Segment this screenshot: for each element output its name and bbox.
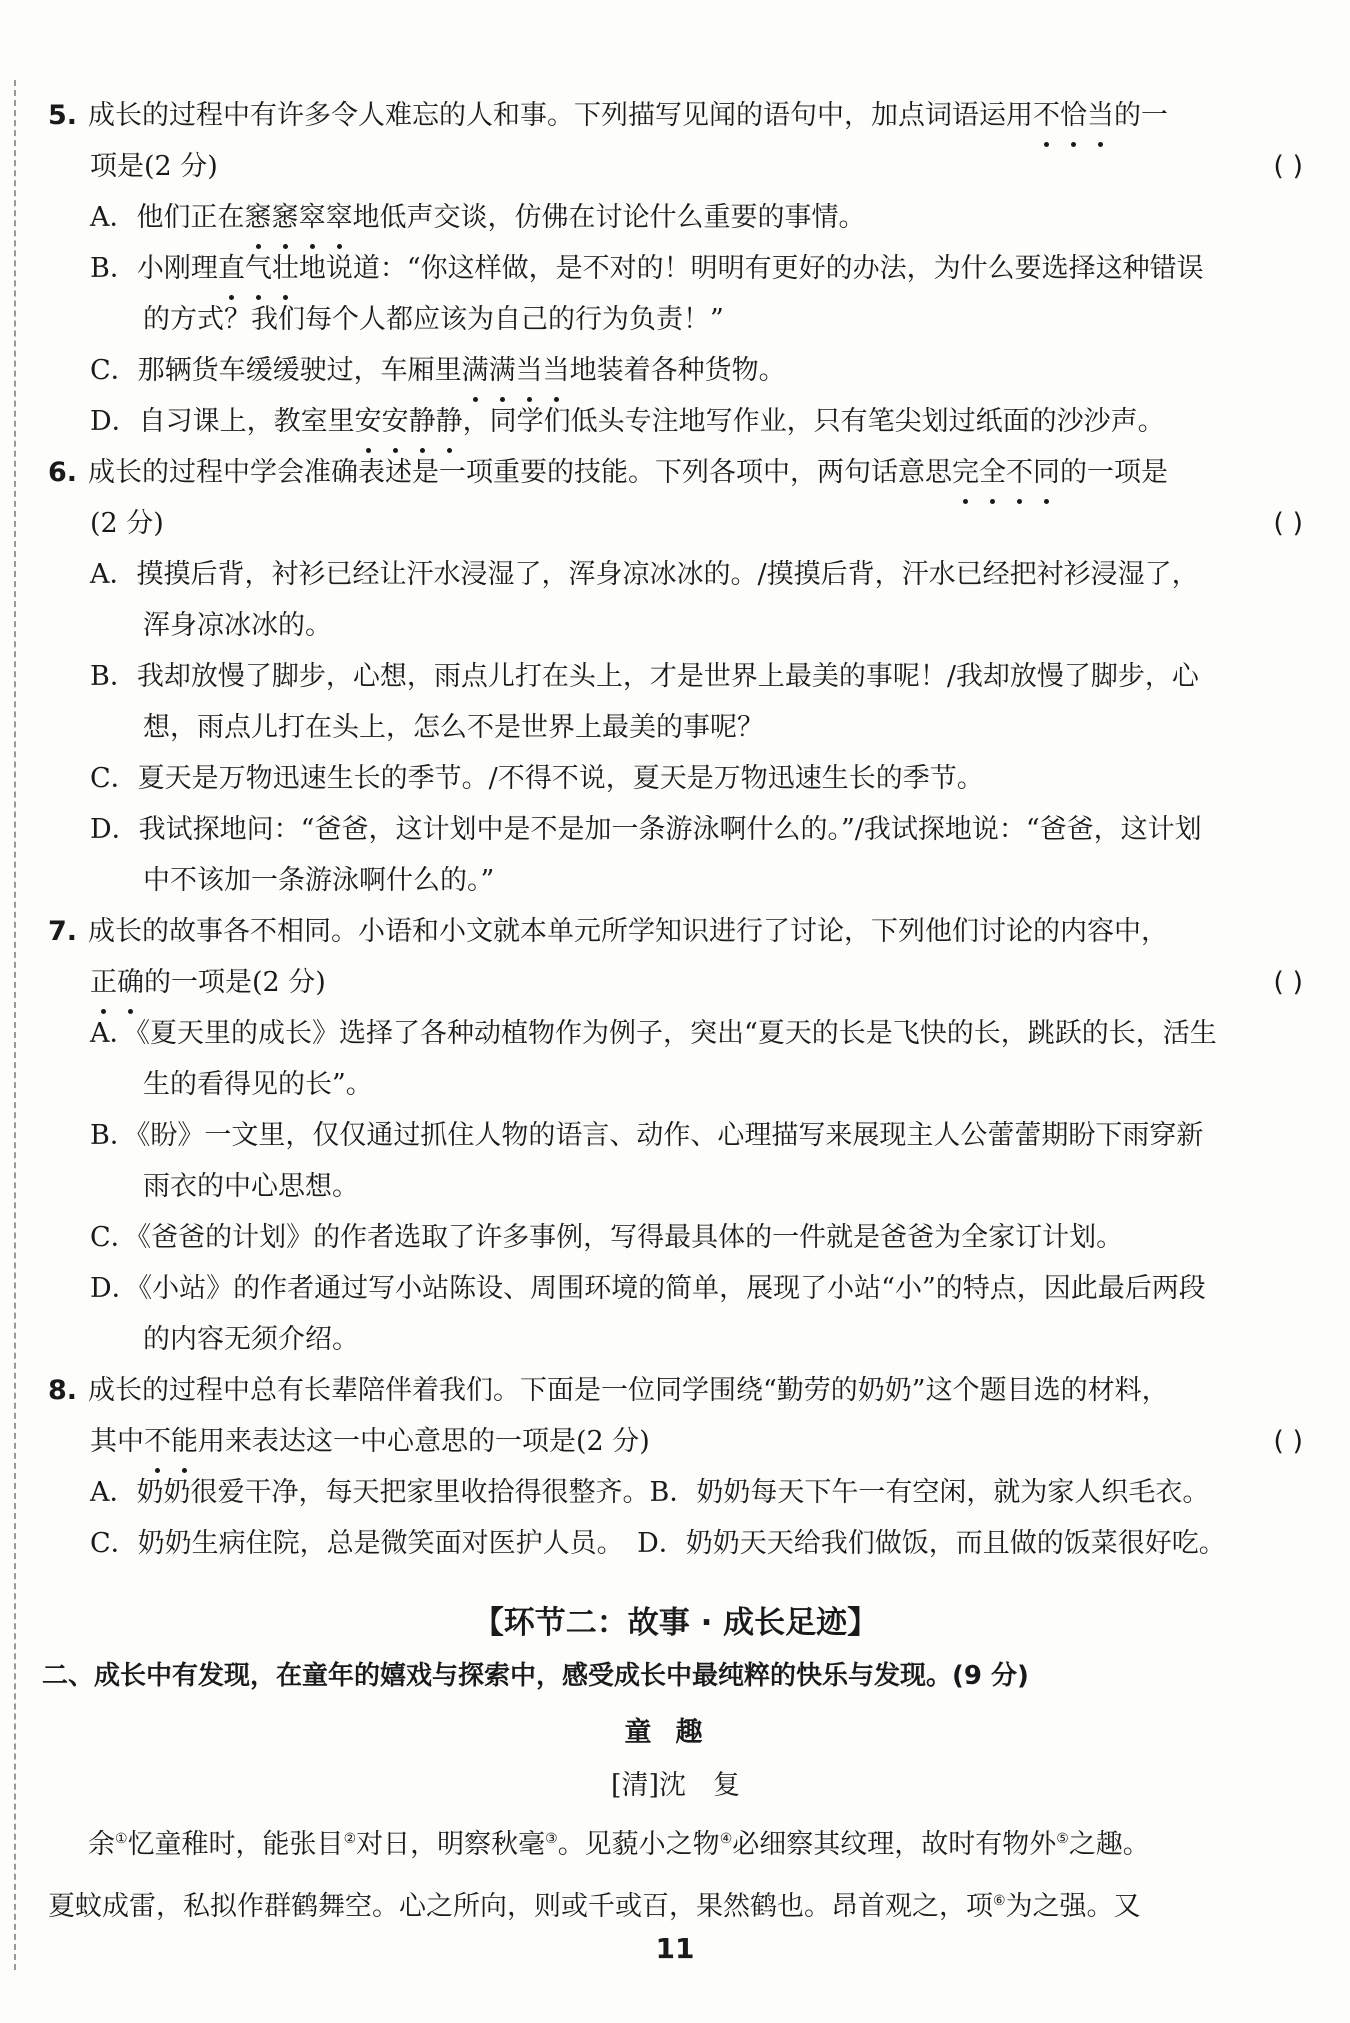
q8-stem-line2: 其中不能用来表达这一中心意思的一项是(2 分) ( ) xyxy=(48,1416,1303,1467)
emphasis-dotted-term: 满满当当 xyxy=(462,355,570,386)
q6-option-a: A．摸摸后背，衬衫已经让汗水浸湿了，浑身凉冰冰的。/摸摸后背，汗水已经把衬衫浸湿了， xyxy=(90,559,1199,590)
q5-number: 5. xyxy=(48,100,78,131)
q6-answer-blank[interactable]: ( ) xyxy=(1273,508,1303,539)
footnote-mark: ② xyxy=(343,1831,357,1847)
q6-option-d: D．我试探地问：“爸爸，这计划中是不是加一条游泳啊什么的。”/我试探地说：“爸爸，这计划 xyxy=(90,814,1202,845)
classical-text: 余①忆童稚时，能张目②对日，明察秋毫③。见藐小之物④必细察其纹理，故时有物外⑤之趣。 xyxy=(88,1829,1150,1860)
q5-stem-line2: 项是(2 分) ( ) xyxy=(48,141,1303,192)
question-6 xyxy=(48,447,1303,906)
q7-answer-blank[interactable]: ( ) xyxy=(1273,967,1303,998)
q8-number: 8. xyxy=(48,1375,78,1406)
classical-text-line2: 夏蚊成雷，私拟作群鹤舞空。心之所向，则或千或百，果然鹤也。昂首观之，项⑥为之强。又 xyxy=(48,1891,1141,1922)
q6-option-b: B．我却放慢了脚步，心想，雨点儿打在头上，才是世界上最美的事呢！/我却放慢了脚步，心 xyxy=(90,661,1199,692)
q7-option-a: A．《夏天里的成长》选择了各种动植物作为例子，突出“夏天的长是飞快的长，跳跃的长，活生 xyxy=(90,1018,1217,1049)
q5-stem-line1: 5. 成长的过程中有许多令人难忘的人和事。下列描写见闻的语句中，加点词语运用不恰当的一 xyxy=(48,90,1303,141)
q8-answer-blank[interactable]: ( ) xyxy=(1273,1426,1303,1457)
q7-option-b-cont: 雨衣的中心思想。 xyxy=(143,1171,359,1202)
emphasis-dotted-term: 安安静静 xyxy=(355,406,463,437)
q7-stem-line1: 7. 成长的故事各不相同。小语和小文就本单元所学知识进行了讨论，下列他们讨论的内容中， xyxy=(48,906,1303,957)
section-heading: 【环节二：故事 · 成长足迹】 xyxy=(472,1605,879,1641)
footnote-mark: ① xyxy=(115,1831,128,1847)
q7-option-b: B．《盼》一文里，仅仅通过抓住人物的语言、动作、心理描写来展现主人公蕾蕾期盼下雨穿新 xyxy=(90,1120,1204,1151)
q5-option-d: D．自习课上，教室里安安静静，同学们低头专注地写作业，只有笔尖划过纸面的沙沙声。 xyxy=(48,396,1303,447)
q5-option-c: C．那辆货车缓缓驶过，车厢里满满当当地装着各种货物。 xyxy=(48,345,1303,396)
q5-option-b: B．小刚理直气壮地说道：“你这样做，是不对的！明明有更好的办法，为什么要选择这种错误 xyxy=(48,243,1303,294)
part-two-heading: 二、成长中有发现，在童年的嬉戏与探索中，感受成长中最纯粹的快乐与发现。(9 分) xyxy=(42,1661,1029,1691)
footnote-mark: ⑤ xyxy=(1056,1831,1069,1847)
question-8 xyxy=(48,1365,1303,1569)
binding-dashed-line xyxy=(14,80,16,1970)
q7-stem-line2: 正确的一项是(2 分) ( ) xyxy=(48,957,1303,1008)
q6-number: 6. xyxy=(48,457,78,488)
q8-options-row1: A．奶奶很爱干净，每天把家里收拾得很整齐。B．奶奶每天下午一有空闲，就为家人织毛衣。 xyxy=(90,1477,1210,1508)
question-7 xyxy=(48,906,1303,1365)
q6-stem-line1: 6. 成长的过程中学会准确表述是一项重要的技能。下列各项中，两句话意思完全不同的一项是 xyxy=(48,447,1303,498)
q5-option-a: A．他们正在窸窸窣窣地低声交谈，仿佛在讨论什么重要的事情。 xyxy=(48,192,1303,243)
q6-option-a-cont: 浑身凉冰冰的。 xyxy=(143,610,332,641)
q6-option-b-cont: 想，雨点儿打在头上，怎么不是世界上最美的事呢？ xyxy=(143,712,764,743)
footnote-mark: ③ xyxy=(545,1831,558,1847)
q8-stem-line1: 8. 成长的过程中总有长辈陪伴着我们。下面是一位同学围绕“勤劳的奶奶”这个题目选的材料， xyxy=(48,1365,1303,1416)
text-title: 童趣 xyxy=(624,1717,727,1748)
q7-number: 7. xyxy=(48,916,78,947)
q8-options-row2: C．奶奶生病住院，总是微笑面对医护人员。 D．奶奶天天给我们做饭，而且做的饭菜很好吃。 xyxy=(90,1528,1226,1559)
question-5 xyxy=(48,90,1303,447)
q6-option-c: C．夏天是万物迅速生长的季节。/不得不说，夏天是万物迅速生长的季节。 xyxy=(90,763,984,794)
q7-option-d-cont: 的内容无须介绍。 xyxy=(143,1324,359,1355)
emphasis-dotted-term: 窸窸窣窣 xyxy=(245,202,353,233)
q7-option-a-cont: 生的看得见的长”。 xyxy=(143,1069,373,1100)
emphasis-dotted-term: 不能 xyxy=(144,1426,198,1457)
q6-option-d-cont: 中不该加一条游泳啊什么的。” xyxy=(143,865,495,896)
emphasis-dotted-term: 不恰当 xyxy=(1033,100,1114,131)
q6-stem-line2: (2 分) ( ) xyxy=(48,498,1303,549)
q5-answer-blank[interactable]: ( ) xyxy=(1273,151,1303,182)
page-content xyxy=(42,90,1303,1935)
emphasis-dotted-term: 完全不同 xyxy=(952,457,1060,488)
footnote-mark: ④ xyxy=(719,1831,733,1847)
footnote-mark: ⑥ xyxy=(993,1893,1006,1909)
q7-option-d: D．《小站》的作者通过写小站陈设、周围环境的简单，展现了小站“小”的特点，因此最后两段 xyxy=(90,1273,1206,1304)
q5-dotted-term xyxy=(1033,100,1114,131)
emphasis-dotted-term: 正确 xyxy=(90,967,144,998)
emphasis-dotted-term: 直气壮 xyxy=(218,253,299,284)
text-author: [清]沈 复 xyxy=(610,1770,741,1801)
page-number: 11 xyxy=(655,1932,695,1965)
q7-option-c: C．《爸爸的计划》的作者选取了许多事例，写得最具体的一件就是爸爸为全家订计划。 xyxy=(90,1222,1124,1253)
q5-option-b-cont: 的方式？我们每个人都应该为自己的行为负责！” xyxy=(143,304,724,335)
